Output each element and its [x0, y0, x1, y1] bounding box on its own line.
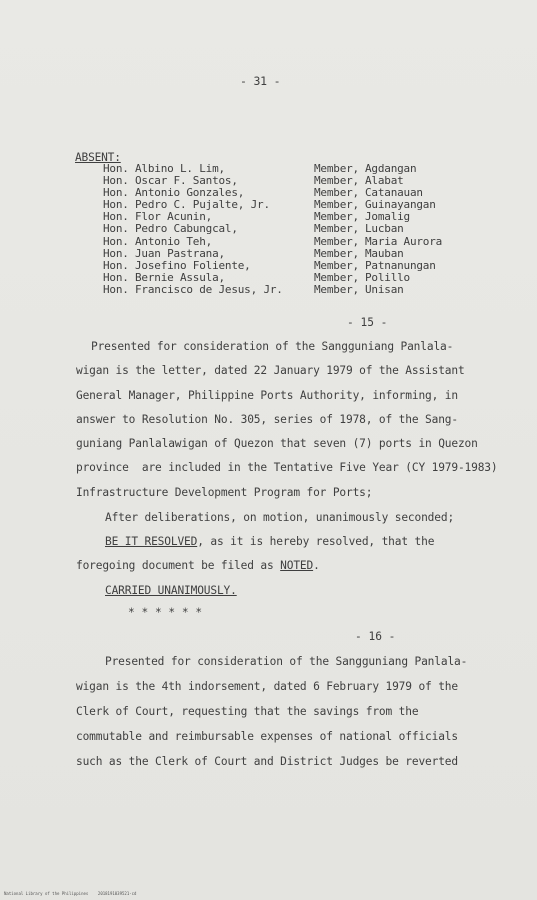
- member-town: Catanauan: [365, 186, 423, 200]
- member-role: Member,: [314, 282, 359, 296]
- item15-line-3: General Manager, Philippine Ports Authority, informing, in: [76, 389, 458, 402]
- member-role: Member,: [314, 162, 359, 175]
- item15-line-4: answer to Resolution No. 305, series of 1978, of the Sang-: [76, 413, 458, 426]
- item-number-16: - 16 -: [355, 630, 396, 643]
- item15-line-7: Infrastructure Development Program for Ports;: [76, 486, 373, 499]
- member-town: Alabat: [365, 174, 404, 188]
- member-role: Member,: [314, 198, 359, 212]
- member-name: Josefino Foliente,: [135, 258, 251, 272]
- member-title: Hon.: [103, 186, 129, 200]
- item15-line-2: wigan is the letter, dated 22 January 1979 of the Assistant: [76, 364, 465, 377]
- member-role: Member,: [314, 186, 359, 200]
- member-title: Hon.: [103, 198, 129, 212]
- member-role: Member,: [314, 270, 359, 284]
- item15-resolved-line: BE IT RESOLVED, as it is hereby resolved, that the: [105, 535, 435, 548]
- member-town: Jomalig: [365, 210, 410, 224]
- member-title: Hon.: [103, 246, 129, 260]
- member-role: Member,: [314, 222, 359, 236]
- item16-line-3: Clerk of Court, requesting that the savings from the: [76, 705, 419, 718]
- member-title: Hon.: [103, 222, 129, 236]
- item15-resolved-line-2: foregoing document be filed as NOTED.: [76, 559, 320, 572]
- member-town: Polillo: [365, 270, 410, 284]
- item-number-15: - 15 -: [347, 316, 388, 329]
- member-title: Hon.: [103, 234, 129, 248]
- item16-line-4: commutable and reimbursable expenses of national officials: [76, 730, 458, 743]
- item16-line-2: wigan is the 4th indorsement, dated 6 February 1979 of the: [76, 680, 458, 693]
- item16-line-1: Presented for consideration of the Sangguniang Panlala-: [105, 655, 468, 668]
- member-name: Francisco de Jesus, Jr.: [135, 282, 283, 296]
- member-town: Patnanungan: [365, 258, 436, 272]
- member-title: Hon.: [103, 210, 129, 224]
- member-role: Member,: [314, 210, 359, 224]
- member-name: Antonio Gonzales,: [135, 186, 245, 200]
- member-role: Member,: [314, 246, 359, 260]
- carried-unanimously: CARRIED UNANIMOUSLY.: [105, 584, 237, 597]
- member-town: Mauban: [365, 246, 404, 260]
- member-role: Member,: [314, 174, 359, 188]
- member-name: Bernie Assula,: [135, 270, 225, 284]
- item15-line-5: guniang Panlalawigan of Quezon that seven (7) ports in Quezon: [76, 437, 478, 450]
- member-title: Hon.: [103, 282, 129, 296]
- item16-line-5: such as the Clerk of Court and District Judges be reverted: [76, 755, 458, 768]
- member-name: Pedro C. Pujalte, Jr.: [135, 198, 270, 212]
- member-town: Maria Aurora: [365, 234, 443, 248]
- item15-line-1: Presented for consideration of the Sangguniang Panlala-: [91, 340, 454, 353]
- section-separator-stars: * * * * * *: [128, 606, 203, 619]
- item15-line-6: province are included in the Tentative Five Year (CY 1979-1983): [76, 461, 498, 474]
- member-name: Antonio Teh,: [135, 234, 213, 248]
- member-title: Hon.: [103, 258, 129, 272]
- member-name: Flor Acunin,: [135, 210, 213, 224]
- be-it-resolved: BE IT RESOLVED: [105, 535, 198, 548]
- member-title: Hon.: [103, 270, 129, 284]
- member-town: Lucban: [365, 222, 404, 236]
- archive-footer: National Library of the Philippines 2018191039521-cd: [4, 891, 137, 896]
- member-title: Hon.: [103, 162, 129, 175]
- member-role: Member,: [314, 258, 359, 272]
- absent-heading: ABSENT:: [75, 151, 121, 164]
- page-number: - 31 -: [240, 74, 281, 88]
- noted-word: NOTED: [280, 559, 314, 572]
- member-name: Oscar F. Santos,: [135, 174, 238, 188]
- member-town: Guinayangan: [365, 198, 436, 212]
- member-name: Pedro Cabungcal,: [135, 222, 238, 236]
- member-title: Hon.: [103, 174, 129, 188]
- member-role: Member,: [314, 234, 359, 248]
- member-town: Agdangan: [365, 162, 417, 175]
- item15-deliberation: After deliberations, on motion, unanimously seconded;: [105, 511, 455, 524]
- member-name: Albino L. Lim,: [135, 162, 225, 175]
- member-name: Juan Pastrana,: [135, 246, 225, 260]
- member-town: Unisan: [365, 282, 404, 296]
